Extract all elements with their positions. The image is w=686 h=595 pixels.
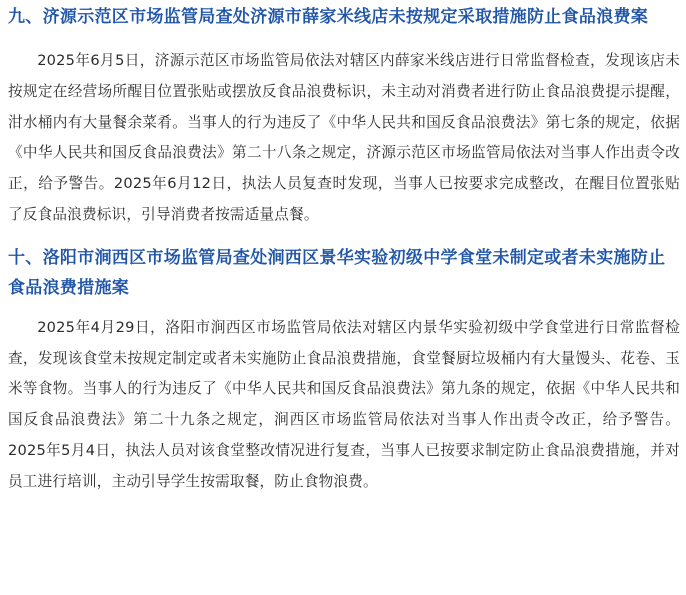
case-10-title: 十、洛阳市涧西区市场监管局查处涧西区景华实验初级中学食堂未制定或者未实施防止食品浪费措施案 [8, 247, 666, 298]
case-9-body: 2025年6月5日，济源示范区市场监管局依法对辖区内薛家米线店进行日常监督检查，发现该店未按规定在经营场所醒目位置张贴或摆放反食品浪费标识，未主动对消费者进行防止食品浪费提示提醒，泔水桶内有大量餐余菜肴。当事人的行为违反了《中华人民共和国反食品浪费法》第七条的规定，依据《中华人民共和国反食品浪费法》第二十八条之规定，济源示范区市场监管局依法对当事人作出责令改正，给予警告。2025年6月12日，执法人员复查时发现，当事人已按要求完成整改，在醒目位置张贴了反食品浪费标识，引导消费者按需适量点餐。 [8, 52, 680, 223]
case-10-body: 2025年4月29日，洛阳市涧西区市场监管局依法对辖区内景华实验初级中学食堂进行日常监督检查，发现该食堂未按规定制定或者未实施防止食品浪费措施，食堂餐厨垃圾桶内有大量馒头、花卷、玉米等食物。当事人的行为违反了《中华人民共和国反食品浪费法》第九条的规定，依据《中华人民共和国反食品浪费法》第二十九条之规定，涧西区市场监管局依法对当事人作出责令改正，给予警告。2025年5月4日，执法人员对该食堂整改情况进行复查，当事人已按要求制定防止食品浪费措施，并对员工进行培训，主动引导学生按需取餐，防止食物浪费。 [8, 318, 680, 490]
article-content [8, 2, 680, 498]
case-9-title: 九、济源示范区市场监管局查处济源市薛家米线店未按规定采取措施防止食品浪费案 [8, 7, 649, 27]
